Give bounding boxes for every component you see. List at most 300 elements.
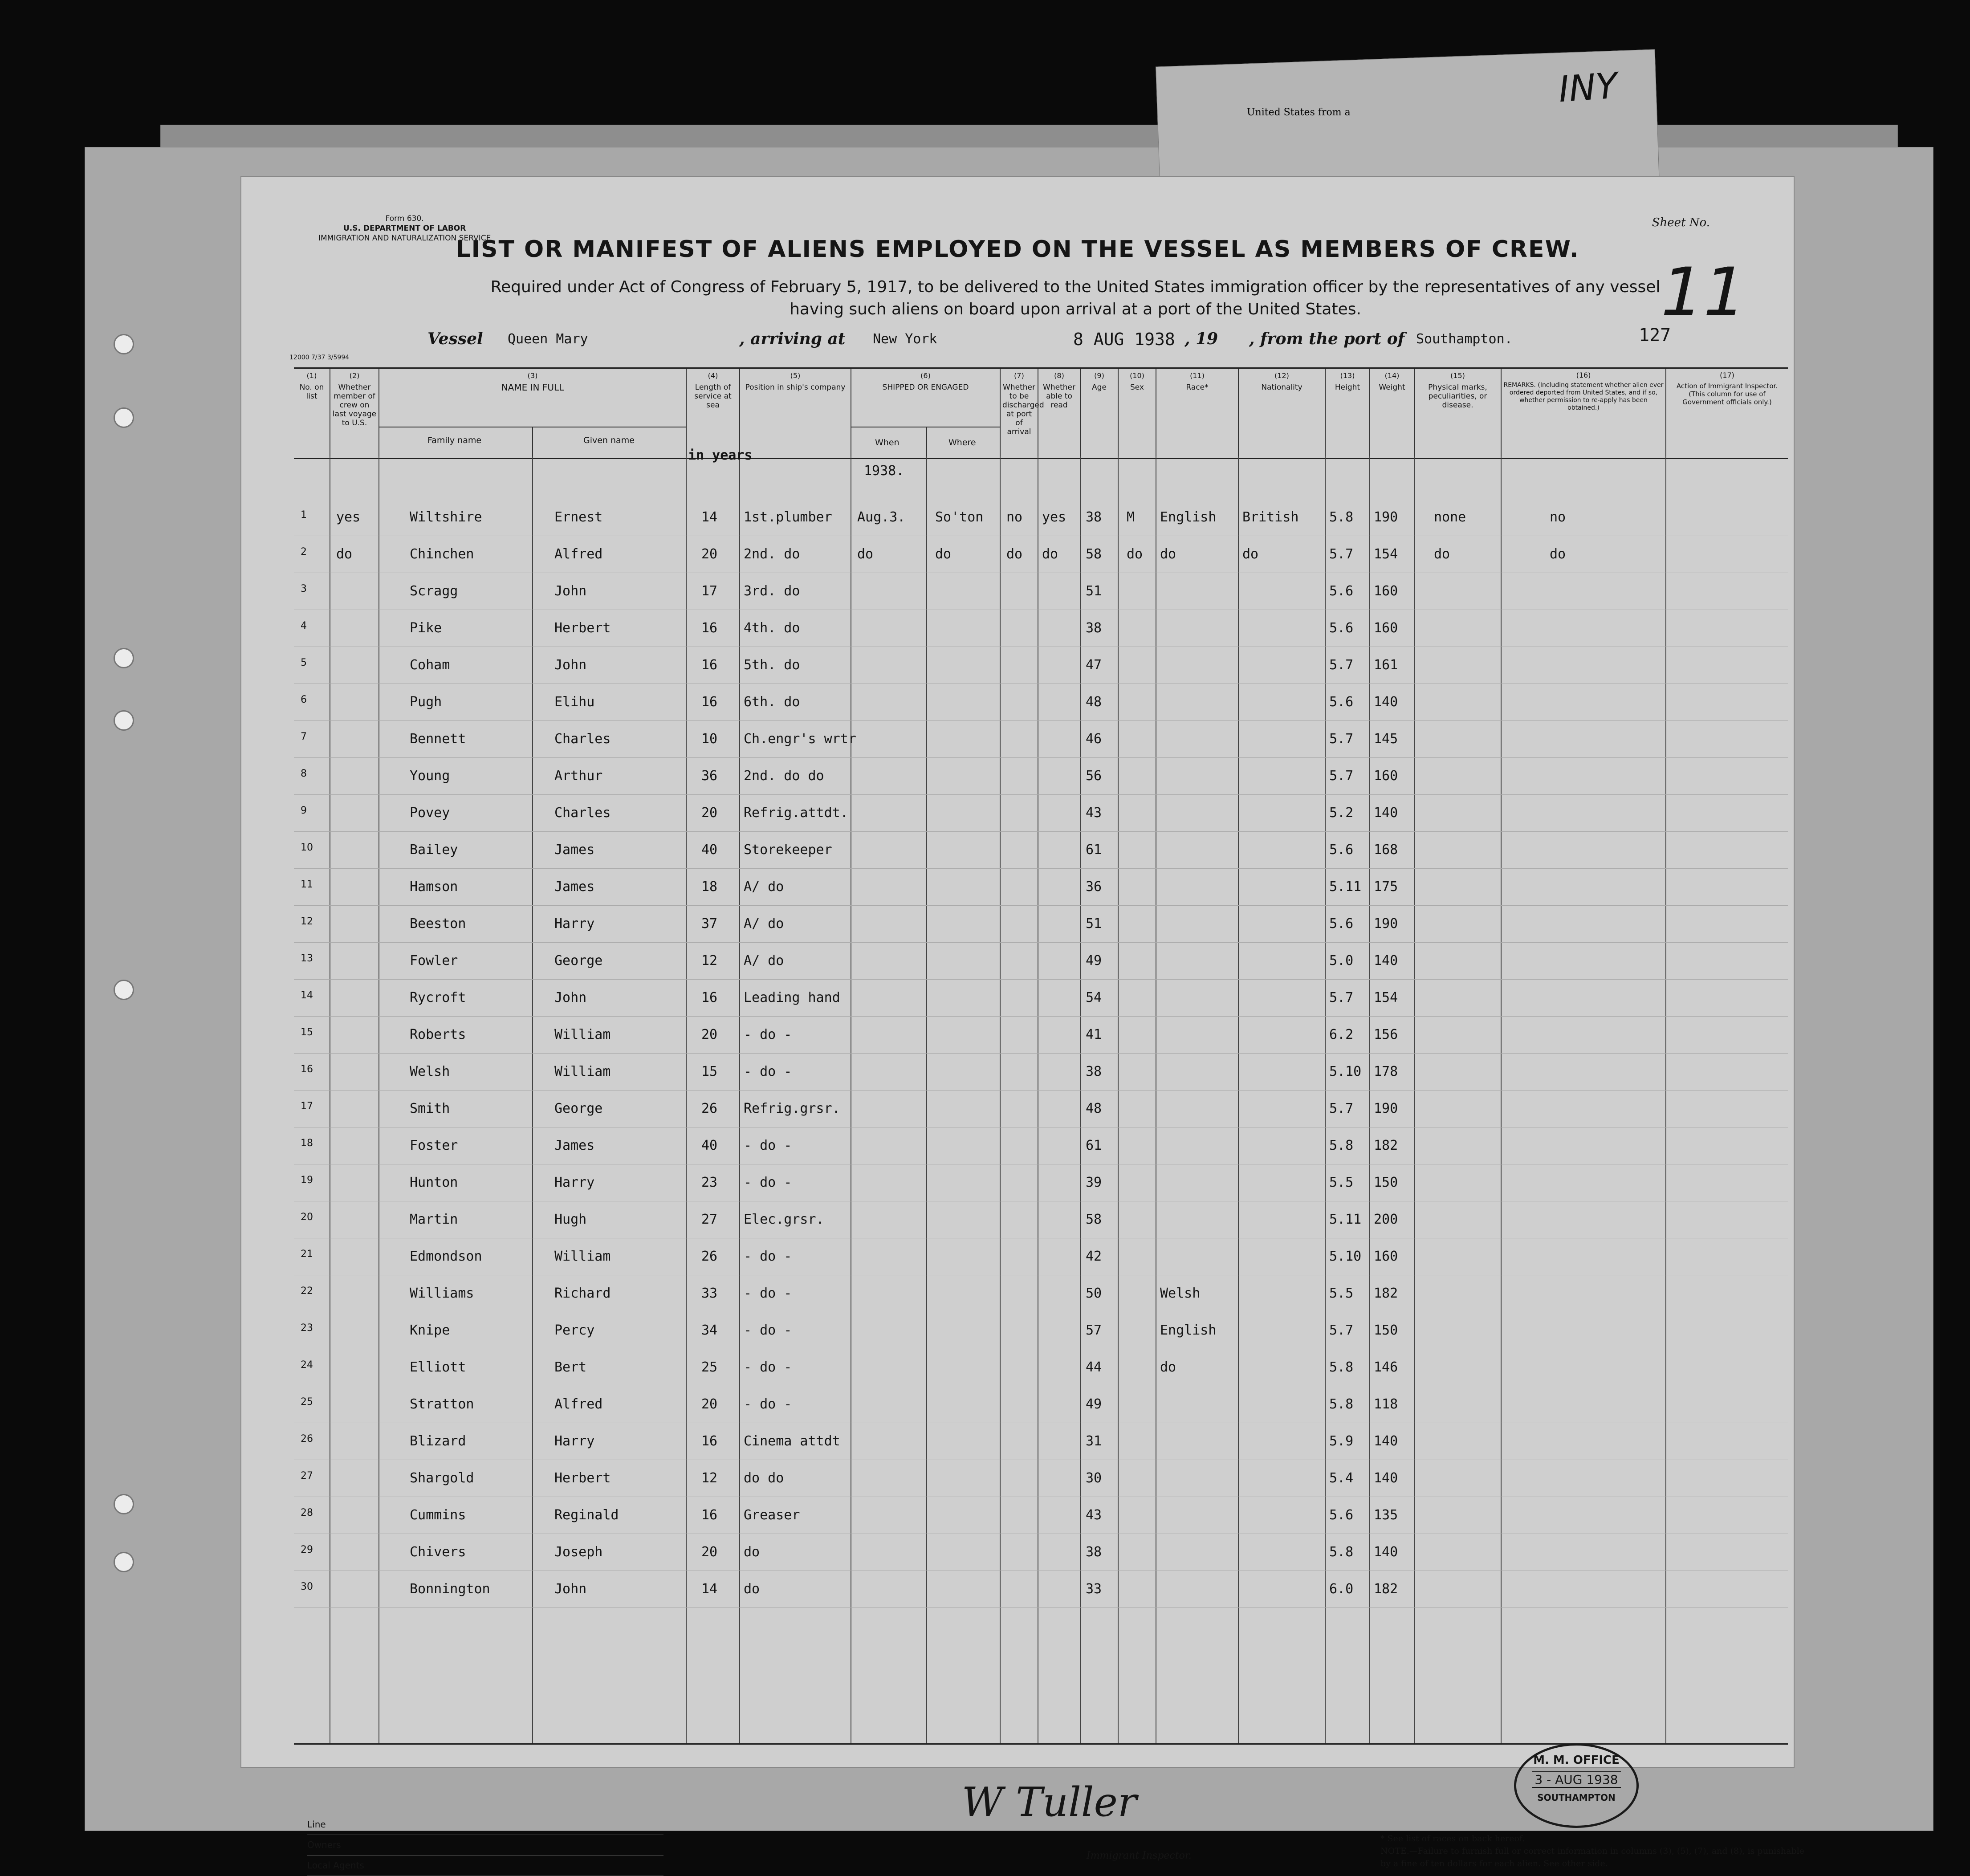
race-cell: do [1160,546,1176,562]
weight-cell: 140 [1374,1433,1398,1449]
weight-cell: 190 [1374,509,1398,525]
family-name-cell: Shargold [410,1470,474,1486]
table-row [294,1349,1788,1386]
family-name-subheader: Family name [427,435,482,445]
remarks-cell: no [1550,509,1566,525]
age-cell: 41 [1086,1027,1102,1042]
table-row [294,1386,1788,1423]
height-cell: 5.7 [1329,1101,1354,1116]
row-number: 21 [301,1249,313,1260]
height-cell: 6.2 [1329,1027,1354,1042]
position-cell: - do - [744,1175,792,1190]
given-name-cell: George [554,1101,603,1116]
height-cell: 5.11 [1329,1212,1362,1227]
position-cell: Leading hand [744,990,840,1005]
family-name-cell: Bailey [410,842,458,858]
given-name-cell: Charles [554,805,611,821]
age-cell: 61 [1086,842,1102,858]
row-number: 29 [301,1544,313,1555]
service-years-cell: 12 [701,1470,718,1486]
row-number: 22 [301,1286,313,1297]
height-cell: 5.0 [1329,953,1354,969]
age-cell: 43 [1086,1507,1102,1523]
table-row [294,1534,1788,1571]
vessel-label: Vessel [427,330,483,348]
table-header [294,367,1788,459]
family-name-cell: Hamson [410,879,458,895]
given-name-cell: Joseph [554,1544,603,1560]
height-cell: 5.6 [1329,842,1354,858]
service-unit-note: in years [688,448,753,463]
row-number: 11 [301,879,313,890]
table-row [294,610,1788,647]
shipped-when-cell: Aug.3. [857,509,906,525]
weight-cell: 150 [1374,1323,1398,1338]
position-cell: A/ do [744,953,784,969]
position-cell: - do - [744,1027,792,1042]
age-cell: 51 [1086,916,1102,932]
row-number: 25 [301,1396,313,1408]
table-row [294,757,1788,795]
column-header: (17) Action of Immigrant Inspector. (This column for use of Government officials only.) [1665,369,1788,458]
previous-voyage-cell: do [336,546,353,562]
family-name-cell: Pike [410,620,442,636]
age-cell: 58 [1086,1212,1102,1227]
weight-cell: 154 [1374,546,1398,562]
sex-cell: do [1127,546,1143,562]
family-name-cell: Martin [410,1212,458,1227]
given-name-subheader: Given name [583,435,635,445]
age-cell: 30 [1086,1470,1102,1486]
weight-cell: 175 [1374,879,1398,895]
height-cell: 5.9 [1329,1433,1354,1449]
position-cell: - do - [744,1396,792,1412]
position-cell: - do - [744,1138,792,1153]
column-header: (7) Whether to be discharged at port of arrival [1000,369,1038,458]
row-number: 13 [301,953,313,964]
row-number: 3 [301,583,307,594]
service-years-cell: 20 [701,546,718,562]
age-cell: 38 [1086,509,1102,525]
height-cell: 5.8 [1329,1359,1354,1375]
row-number: 14 [301,990,313,1001]
position-cell: 1st.plumber [744,509,832,525]
table-row [294,684,1788,721]
inspector-label: Immigrant Inspector. [1087,1850,1192,1861]
physical-marks-cell: do [1434,546,1450,562]
position-cell: Cinema attdt [744,1433,840,1449]
weight-cell: 146 [1374,1359,1398,1375]
form-number: Form 630. [385,214,424,223]
mm-office-stamp [1514,1743,1639,1828]
family-name-cell: Williams [410,1286,474,1301]
position-cell: - do - [744,1323,792,1338]
height-cell: 5.8 [1329,1544,1354,1560]
service-years-cell: 26 [701,1249,718,1264]
age-cell: 44 [1086,1359,1102,1375]
given-name-cell: Alfred [554,1396,603,1412]
service-years-cell: 40 [701,842,718,858]
weight-cell: 140 [1374,1544,1398,1560]
row-number: 20 [301,1212,313,1223]
corner-mark: 11 [1652,254,1754,331]
sex-cell: M [1127,509,1135,525]
column-header: (14) Weight [1369,369,1414,458]
weight-cell: 200 [1374,1212,1398,1227]
weight-cell: 150 [1374,1175,1398,1190]
row-number: 1 [301,509,307,521]
given-name-cell: George [554,953,603,969]
weight-cell: 156 [1374,1027,1398,1042]
race-cell: English [1160,1323,1217,1338]
row-number: 19 [301,1175,313,1186]
given-name-cell: John [554,990,587,1005]
age-cell: 38 [1086,620,1102,636]
height-cell: 5.7 [1329,731,1354,747]
family-name-cell: Wiltshire [410,509,482,525]
height-cell: 5.6 [1329,620,1354,636]
race-cell: do [1160,1359,1176,1375]
shipped-where-cell: So'ton [935,509,984,525]
table-row [294,1423,1788,1460]
age-cell: 50 [1086,1286,1102,1301]
given-name-cell: John [554,657,587,673]
weight-cell: 190 [1374,916,1398,932]
position-cell: Ch.engr's wrtr [744,731,856,747]
position-cell: do [744,1544,760,1560]
height-cell: 5.5 [1329,1175,1354,1190]
age-cell: 56 [1086,768,1102,784]
service-years-cell: 20 [701,1544,718,1560]
family-name-cell: Bennett [410,731,466,747]
position-cell: 3rd. do [744,583,800,599]
column-header: (12) Nationality [1238,369,1325,458]
service-years-cell: 27 [701,1212,718,1227]
department: U.S. DEPARTMENT OF LABOR [343,224,466,233]
height-cell: 5.10 [1329,1249,1362,1264]
given-name-cell: Percy [554,1323,595,1338]
arriving-port: New York [873,331,937,347]
service-years-cell: 33 [701,1286,718,1301]
height-cell: 5.6 [1329,583,1354,599]
height-cell: 5.11 [1329,879,1362,895]
position-cell: - do - [744,1359,792,1375]
table-row [294,1275,1788,1312]
given-name-cell: William [554,1064,611,1079]
local-agents-label: Local Agents [307,1856,663,1876]
row-number: 30 [301,1581,313,1592]
column-header: (10) Sex [1118,369,1156,458]
service-years-cell: 26 [701,1101,718,1116]
race-cell: Welsh [1160,1286,1201,1301]
arriving-label: , arriving at [739,330,846,348]
from-port: Southampton. [1416,331,1513,347]
age-cell: 58 [1086,546,1102,562]
position-cell: do do [744,1470,784,1486]
family-name-cell: Welsh [410,1064,450,1079]
family-name-cell: Elliott [410,1359,466,1375]
age-cell: 36 [1086,879,1102,895]
family-name-cell: Chivers [410,1544,466,1560]
previous-voyage-cell: yes [336,509,361,525]
height-cell: 5.5 [1329,1286,1354,1301]
height-cell: 5.7 [1329,657,1354,673]
column-header: (6) SHIPPED OR ENGAGED [851,369,1000,458]
row-number: 6 [301,694,307,705]
family-name-cell: Pugh [410,694,442,710]
year-note: 1938. [864,463,904,479]
voyage-line [427,325,1719,356]
given-name-cell: Hugh [554,1212,587,1227]
family-name-cell: Smith [410,1101,450,1116]
row-number: 24 [301,1359,313,1371]
arrival-date: 8 AUG 1938 [1073,330,1175,349]
punch-hole [114,334,134,354]
age-cell: 48 [1086,1101,1102,1116]
table-row [294,647,1788,684]
service-years-cell: 16 [701,694,718,710]
punch-hole [114,710,134,731]
height-cell: 5.8 [1329,509,1354,525]
family-name-cell: Knipe [410,1323,450,1338]
column-header: (5) Position in ship's company [739,369,851,458]
punch-hole [114,1494,134,1514]
age-cell: 39 [1086,1175,1102,1190]
row-number: 27 [301,1470,313,1481]
column-header: (11) Race* [1156,369,1238,458]
punch-hole [114,1552,134,1572]
service-years-cell: 16 [701,990,718,1005]
column-header: (3) NAME IN FULL [379,369,686,458]
column-header: (4) Length of service at sea [686,369,739,458]
given-name-cell: Harry [554,1175,595,1190]
row-number: 26 [301,1433,313,1445]
able-to-read-cell: do [1042,546,1058,562]
nationality-cell: do [1242,546,1259,562]
age-cell: 43 [1086,805,1102,821]
stamp-bottom: SOUTHAMPTON [1537,1792,1616,1803]
weight-cell: 140 [1374,1470,1398,1486]
from-port-label: , from the port of [1249,330,1405,348]
given-name-cell: Harry [554,916,595,932]
table-row [294,720,1788,758]
column-header: (15) Physical marks, peculiarities, or disease. [1414,369,1501,458]
position-cell: Elec.grsr. [744,1212,824,1227]
punch-hole [114,980,134,1000]
age-cell: 49 [1086,1396,1102,1412]
shipped-where-cell: do [935,546,952,562]
position-cell: A/ do [744,916,784,932]
given-name-cell: Harry [554,1433,595,1449]
column-header: (1) No. on list [299,371,324,401]
crew-table [294,448,1788,1743]
nationality-cell: British [1242,509,1299,525]
age-cell: 48 [1086,694,1102,710]
inspector-signature: W Tuller [962,1779,1137,1826]
service-years-cell: 10 [701,731,718,747]
weight-cell: 168 [1374,842,1398,858]
service-years-cell: 20 [701,1396,718,1412]
manifest-title: LIST OR MANIFEST OF ALIENS EMPLOYED ON THE VESSEL AS MEMBERS OF CREW. [456,236,1579,263]
table-row [294,1127,1788,1164]
given-name-cell: Richard [554,1286,611,1301]
family-name-cell: Beeston [410,916,466,932]
age-cell: 49 [1086,953,1102,969]
footer-notes [1380,1832,1808,1870]
race-cell: English [1160,509,1217,525]
family-name-cell: Fowler [410,953,458,969]
weight-cell: 178 [1374,1064,1398,1079]
row-number: 17 [301,1101,313,1112]
family-name-cell: Hunton [410,1175,458,1190]
family-name-cell: Young [410,768,450,784]
age-cell: 57 [1086,1323,1102,1338]
failure-note: NOTE.—Failure to furnish full or correct information in columns (3), (5), (7), and (8), is punishable by a fine of ten dollars for each alien. See other side. [1380,1846,1804,1868]
height-cell: 5.7 [1329,990,1354,1005]
family-name-cell: Povey [410,805,450,821]
position-cell: 6th. do [744,694,800,710]
age-cell: 51 [1086,583,1102,599]
row-number: 2 [301,546,307,558]
service-years-cell: 14 [701,1581,718,1597]
family-name-cell: Coham [410,657,450,673]
height-cell: 5.8 [1329,1396,1354,1412]
given-name-cell: James [554,879,595,895]
position-cell: 2nd. do [744,546,800,562]
height-cell: 5.10 [1329,1064,1362,1079]
weight-cell: 160 [1374,620,1398,636]
age-cell: 42 [1086,1249,1102,1264]
year-label: , 19 [1184,330,1218,348]
weight-cell: 161 [1374,657,1398,673]
given-name-cell: Ernest [554,509,603,525]
position-cell: - do - [744,1286,792,1301]
line-label: Line [307,1815,663,1835]
position-cell: Storekeeper [744,842,832,858]
table-row [294,1460,1788,1497]
stamp-date: 3 - AUG 1938 [1532,1771,1621,1788]
row-number: 9 [301,805,307,816]
position-cell: 4th. do [744,620,800,636]
weight-cell: 160 [1374,768,1398,784]
service-years-cell: 16 [701,620,718,636]
service-years-cell: 15 [701,1064,718,1079]
weight-cell: 160 [1374,583,1398,599]
physical-marks-cell: none [1434,509,1466,525]
service-years-cell: 16 [701,657,718,673]
weight-cell: 182 [1374,1138,1398,1153]
family-name-cell: Chinchen [410,546,474,562]
given-name-cell: James [554,842,595,858]
weight-cell: 140 [1374,805,1398,821]
stamp-top: M. M. OFFICE [1533,1754,1620,1767]
races-note: * See list of races on back hereof. [1380,1834,1525,1843]
row-number: 4 [301,620,307,631]
discharged-cell: do [1006,546,1023,562]
age-cell: 38 [1086,1064,1102,1079]
service-years-cell: 40 [701,1138,718,1153]
service-years-cell: 20 [701,805,718,821]
column-header: (8) Whether able to read [1038,369,1080,458]
given-name-cell: John [554,1581,587,1597]
height-cell: 5.6 [1329,694,1354,710]
when-subheader: When [875,438,900,448]
able-to-read-cell: yes [1042,509,1066,525]
owners-label: Owners [307,1835,663,1856]
weight-cell: 160 [1374,1249,1398,1264]
table-row [294,868,1788,906]
row-number: 28 [301,1507,313,1518]
name-subdivider-vertical [532,427,533,458]
print-code: 12000 7/37 3/5994 [289,354,350,361]
row-number: 23 [301,1323,313,1334]
row-number: 12 [301,916,313,927]
height-cell: 5.2 [1329,805,1354,821]
given-name-cell: Alfred [554,546,603,562]
service-years-cell: 18 [701,879,718,895]
weight-cell: 140 [1374,694,1398,710]
service-years-cell: 34 [701,1323,718,1338]
manifest-subtitle: Required under Act of Congress of February 5, 1917, to be delivered to the United States immigration officer by the representatives of any vessel having such aliens on board upon arrival at a port of the United States. [490,278,1661,318]
row-number: 8 [301,768,307,779]
table-row [294,1090,1788,1127]
service-years-cell: 23 [701,1175,718,1190]
table-row [294,942,1788,980]
column-header: (16) REMARKS. (Including statement whether alien ever ordered deported from United States, and if so, whether permission to re-apply has been obtained.) [1501,369,1665,458]
top-margin-note: INY [1557,65,1619,110]
table-row [294,794,1788,832]
given-name-cell: Arthur [554,768,603,784]
weight-cell: 190 [1374,1101,1398,1116]
table-row [294,1164,1788,1201]
given-name-cell: Charles [554,731,611,747]
position-cell: - do - [744,1249,792,1264]
given-name-cell: Herbert [554,620,611,636]
manifest-sheet [240,176,1804,1871]
weight-cell: 140 [1374,953,1398,969]
height-cell: 5.6 [1329,1507,1354,1523]
family-name-cell: Roberts [410,1027,466,1042]
age-cell: 46 [1086,731,1102,747]
column-header: (13) Height [1325,369,1369,458]
age-cell: 61 [1086,1138,1102,1153]
weight-cell: 135 [1374,1507,1398,1523]
family-name-cell: Foster [410,1138,458,1153]
age-cell: 33 [1086,1581,1102,1597]
age-cell: 54 [1086,990,1102,1005]
shipped-subdivider-vertical [926,427,927,458]
remarks-cell: do [1550,546,1566,562]
height-cell: 5.6 [1329,916,1354,932]
service-years-cell: 36 [701,768,718,784]
position-cell: 5th. do [744,657,800,673]
service-years-cell: 25 [701,1359,718,1375]
weight-cell: 182 [1374,1581,1398,1597]
height-cell: 5.4 [1329,1470,1354,1486]
family-name-cell: Cummins [410,1507,466,1523]
height-cell: 5.7 [1329,1323,1354,1338]
position-cell: - do - [744,1064,792,1079]
position-cell: Greaser [744,1507,800,1523]
shipped-when-cell: do [857,546,874,562]
row-number: 15 [301,1027,313,1038]
family-name-cell: Stratton [410,1396,474,1412]
given-name-cell: Bert [554,1359,587,1375]
where-subheader: Where [948,438,976,448]
punch-hole [114,407,134,428]
table-row [294,1571,1788,1608]
service-years-cell: 17 [701,583,718,599]
